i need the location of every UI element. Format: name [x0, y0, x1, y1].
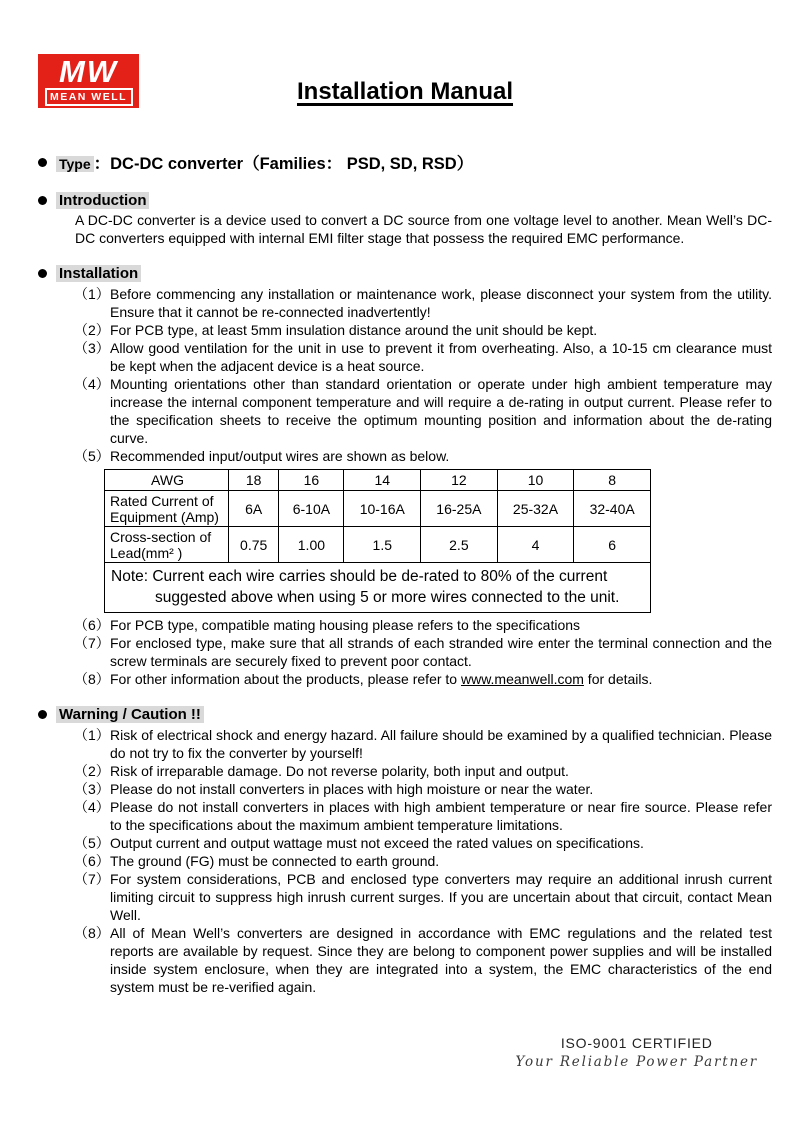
- header: [38, 50, 772, 132]
- list-item: （4） Please do not install converters in places with high ambient temperature or near fire source. Please refer to the specifications about the maximum ambient temperature limitations.: [74, 799, 772, 833]
- table-cell: 0.75: [229, 527, 279, 563]
- section-heading-installation: Installation: [56, 265, 141, 282]
- bullet-icon: [38, 196, 47, 205]
- section-type: [38, 150, 772, 174]
- logo-brand-name: MEAN WELL: [45, 88, 133, 106]
- list-item: （7） For enclosed type, make sure that all strands of each stranded wire enter the terminal connection and the screw terminals are securely fixed to prevent poor contact.: [74, 635, 772, 669]
- section-installation: [38, 265, 772, 688]
- page-title: Installation Manual: [296, 78, 514, 105]
- mean-well-logo: [38, 54, 139, 108]
- list-item: （1） Risk of electrical shock and energy hazard. All failure should be examined by a qualified technician. Please do not try to fix the converter by yourself!: [74, 727, 772, 761]
- table-header-row: [105, 470, 651, 491]
- list-item: （6） For PCB type, compatible mating housing please refers to the specifications: [74, 617, 581, 633]
- section-introduction: [38, 192, 772, 247]
- list-item: （3） Please do not install converters in places with high moisture or near the water.: [74, 781, 594, 797]
- meanwell-link[interactable]: www.meanwell.com: [460, 671, 584, 687]
- footer-iso: ISO-9001 CERTIFIED: [560, 1035, 713, 1051]
- footer-slogan: Your Reliable Power Partner: [515, 1054, 758, 1070]
- table-cell: Cross-section of Lead(mm² ): [105, 527, 229, 563]
- list-item: （7） For system considerations, PCB and enclosed type converters may require an additional inrush current limiting circuit to suppress high inrush current surges. If you are uncertain about that circuit, contact Mean Well.: [74, 871, 772, 923]
- type-label: Type: [56, 156, 94, 172]
- bullet-icon: [38, 158, 47, 167]
- table-cell: 6: [574, 527, 651, 563]
- table-cell: 14: [344, 470, 421, 491]
- table-cell: 4: [497, 527, 574, 563]
- list-item: （5） Output current and output wattage must not exceed the rated values on specifications.: [74, 835, 644, 851]
- table-cell: 8: [574, 470, 651, 491]
- section-heading-warning: Warning / Caution !!: [56, 706, 204, 723]
- logo-mw-monogram: MW: [58, 54, 119, 89]
- table-cell: AWG: [105, 470, 229, 491]
- section-heading-introduction: Introduction: [56, 192, 149, 209]
- table-cell: 1.5: [344, 527, 421, 563]
- table-cell: 10-16A: [344, 491, 421, 527]
- table-row: [105, 491, 651, 527]
- table-cell: 1.00: [279, 527, 344, 563]
- table-cell: 2.5: [421, 527, 498, 563]
- table-cell: 18: [229, 470, 279, 491]
- bullet-icon: [38, 710, 47, 719]
- wire-table: [104, 469, 651, 613]
- list-item: （2） For PCB type, at least 5mm insulation distance around the unit should be kept.: [74, 322, 598, 338]
- table-cell: 16: [279, 470, 344, 491]
- table-cell: 6A: [229, 491, 279, 527]
- list-item: （5） Recommended input/output wires are shown as below.: [74, 448, 450, 464]
- footer: [516, 1035, 758, 1070]
- type-value: ：DC-DC converter（Families： PSD, SD, RSD）: [93, 155, 474, 173]
- table-cell: 10: [497, 470, 574, 491]
- table-cell: 16-25A: [421, 491, 498, 527]
- table-cell: 25-32A: [497, 491, 574, 527]
- table-cell: 32-40A: [574, 491, 651, 527]
- table-note: Note: Current each wire carries should be de-rated to 80% of the current suggested above when using 5 or more wires connected to the unit.: [105, 563, 651, 613]
- list-item: （2） Risk of irreparable damage. Do not reverse polarity, both input and output.: [74, 763, 569, 779]
- section-warning: [38, 706, 772, 996]
- list-item: （3） Allow good ventilation for the unit in use to prevent it from overheating. Also, a 10-15 cm clearance must be kept when the adjacent device is a heat source.: [74, 340, 772, 374]
- list-item: （6） The ground (FG) must be connected to earth ground.: [74, 853, 440, 869]
- table-cell: 6-10A: [279, 491, 344, 527]
- bullet-icon: [38, 269, 47, 278]
- introduction-body: A DC-DC converter is a device used to convert a DC source from one voltage level to another. Mean Well’s DC-DC converters equipped with internal EMI filter stage that possess the required EMC performance.: [75, 212, 772, 246]
- table-row: [105, 527, 651, 563]
- list-item: （8） All of Mean Well’s converters are designed in accordance with EMC regulations and the related test reports are available by request. Since they are belong to component power supplies and will be installed inside system enclosure, when they are integrated into a system, the EMC characteristics of the end system must be re-verified again.: [74, 925, 772, 995]
- list-item: （4） Mounting orientations other than standard orientation or operate under high ambient temperature may increase the internal component temperature and will require a de-rating in output current. Please refer to the specification sheets to receive the optimum mounting position and information about the de-rating curve.: [74, 376, 772, 446]
- table-cell: Rated Current of Equipment (Amp): [105, 491, 229, 527]
- table-cell: 12: [421, 470, 498, 491]
- list-item: （1） Before commencing any installation or maintenance work, please disconnect your system from the utility. Ensure that it cannot be re-connected inadvertently!: [74, 286, 772, 320]
- list-item: （8） For other information about the products, please refer to www.meanwell.com for details.: [74, 671, 653, 687]
- table-note-row: [105, 563, 651, 613]
